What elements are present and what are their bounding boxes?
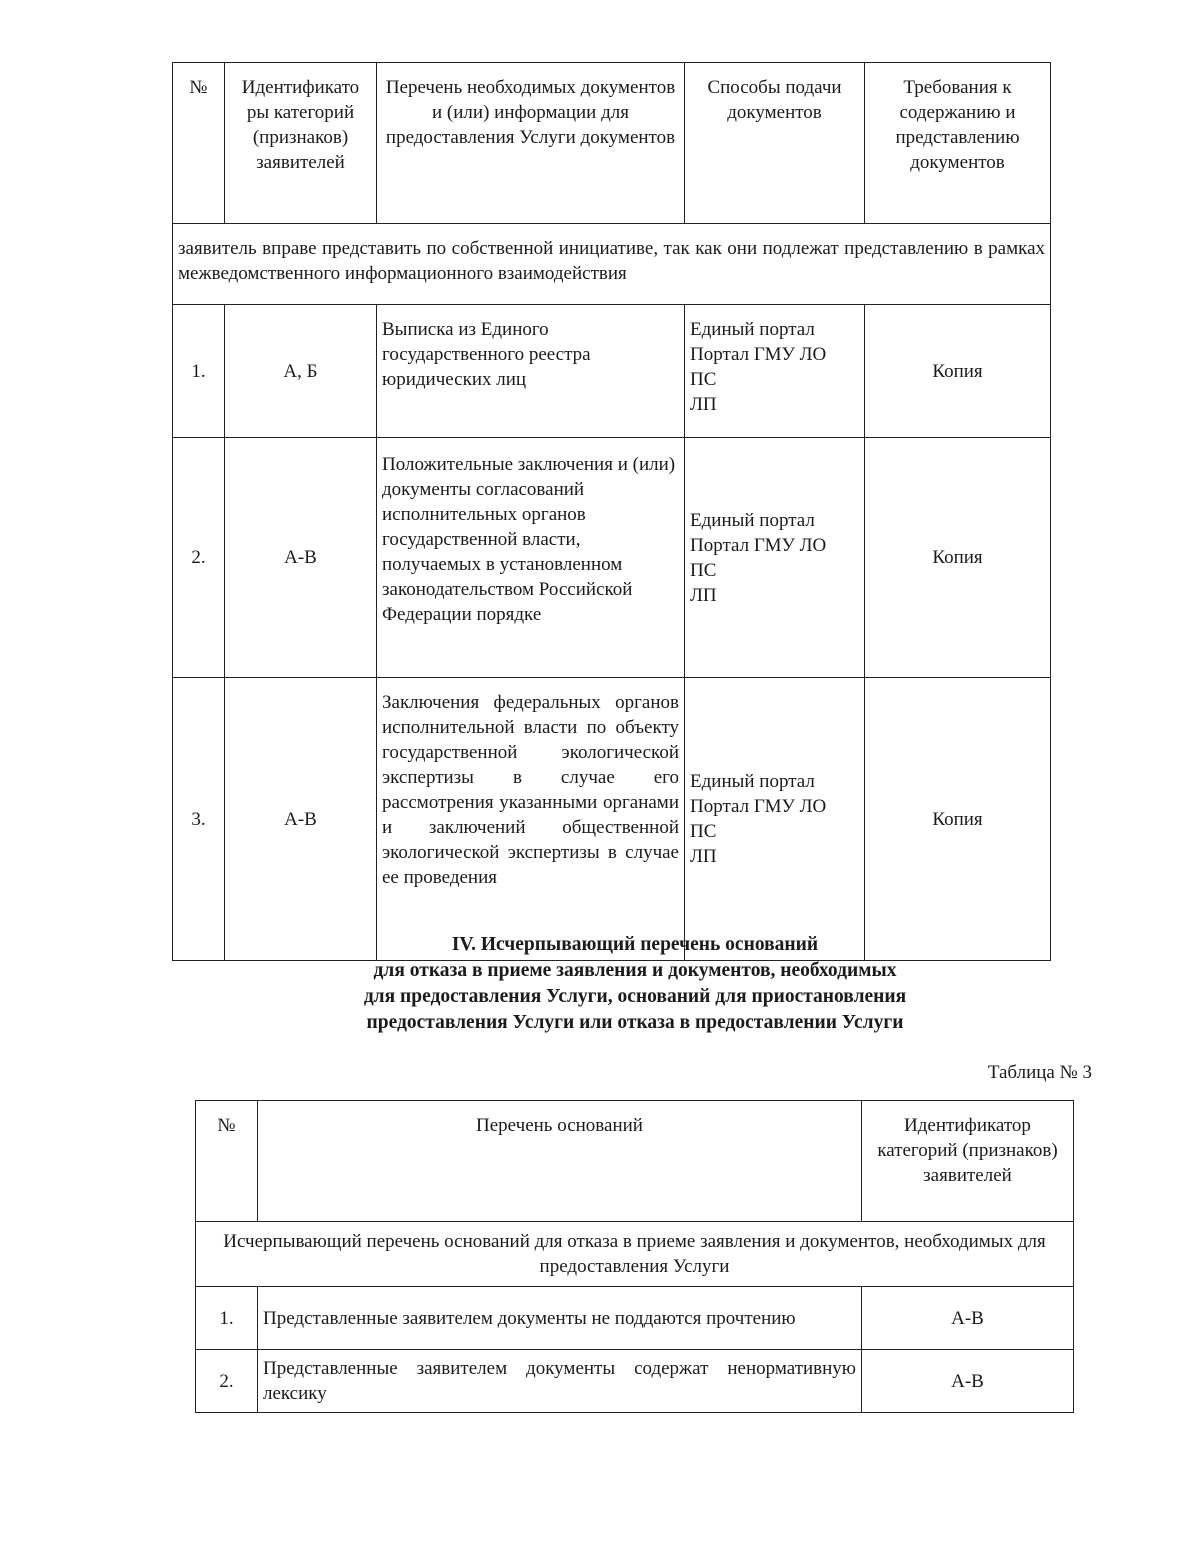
row-requirements: Копия — [865, 305, 1051, 438]
row-applicant-ids: А-В — [862, 1350, 1074, 1413]
table-row — [196, 1287, 1074, 1350]
row-number: 3. — [173, 678, 225, 961]
header-grounds-list: Перечень оснований — [258, 1101, 862, 1222]
row-methods: Единый портал Портал ГМУ ЛО ПС ЛП — [685, 305, 865, 438]
row-requirements: Копия — [865, 678, 1051, 961]
row-applicant-ids: А, Б — [225, 305, 377, 438]
header-applicant-ids: Идентификатор категорий (признаков) заявителей — [862, 1101, 1074, 1222]
header-number: № — [196, 1101, 258, 1222]
header-submission-methods: Способы подачи документов — [685, 63, 865, 224]
table-section-row — [196, 1222, 1074, 1287]
table-header-row — [196, 1101, 1074, 1222]
row-number: 1. — [196, 1287, 258, 1350]
documents-table — [172, 62, 1051, 961]
row-applicant-ids: А-В — [225, 438, 377, 678]
table-header-row — [173, 63, 1051, 224]
row-reason: Представленные заявителем документы содержат ненормативную лексику — [258, 1350, 862, 1413]
section-row-text: Исчерпывающий перечень оснований для отказа в приеме заявления и документов, необходимых для предоставления Услуги — [196, 1222, 1074, 1287]
header-applicant-ids: Идентификато ры категорий (признаков) заявителей — [225, 63, 377, 224]
row-requirements: Копия — [865, 438, 1051, 678]
header-documents-list: Перечень необходимых документов и (или) информации для предоставления Услуги документов — [377, 63, 685, 224]
row-number: 2. — [196, 1350, 258, 1413]
row-number: 1. — [173, 305, 225, 438]
section-row-text: заявитель вправе представить по собственной инициативе, так как они подлежат представлению в рамках межведомственного информационного взаимодействия — [173, 224, 1051, 305]
row-applicant-ids: А-В — [862, 1287, 1074, 1350]
row-documents: Выписка из Единого государственного реестра юридических лиц — [377, 305, 685, 438]
header-number: № — [173, 63, 225, 224]
table-row — [173, 438, 1051, 678]
table-row — [196, 1350, 1074, 1413]
table-row — [173, 678, 1051, 961]
table-caption: Таблица № 3 — [987, 1062, 1092, 1083]
refusal-grounds-table — [195, 1100, 1074, 1413]
row-methods: Единый портал Портал ГМУ ЛО ПС ЛП — [685, 438, 865, 678]
row-reason: Представленные заявителем документы не поддаются прочтению — [258, 1287, 862, 1350]
section-heading: IV. Исчерпывающий перечень оснований для отказа в приеме заявления и документов, необходимых для предоставления Услуги, оснований для приостановления предоставления Услуги или отказа в предоставлении Услуги — [363, 934, 907, 1033]
row-documents: Заключения федеральных органов исполнительной власти по объекту государственной экологической экспертизы в случае его рассмотрения указанными органами и заключений общественной экологической экспертизы в случае ее проведения — [377, 678, 685, 961]
row-applicant-ids: А-В — [225, 678, 377, 961]
header-requirements: Требования к содержанию и представлению документов — [865, 63, 1051, 224]
row-methods: Единый портал Портал ГМУ ЛО ПС ЛП — [685, 678, 865, 961]
table-row — [173, 305, 1051, 438]
table-section-row — [173, 224, 1051, 305]
row-documents: Положительные заключения и (или) документы согласований исполнительных органов государственной власти, получаемых в установленном законодательством Российской Федерации порядке — [377, 438, 685, 678]
row-number: 2. — [173, 438, 225, 678]
